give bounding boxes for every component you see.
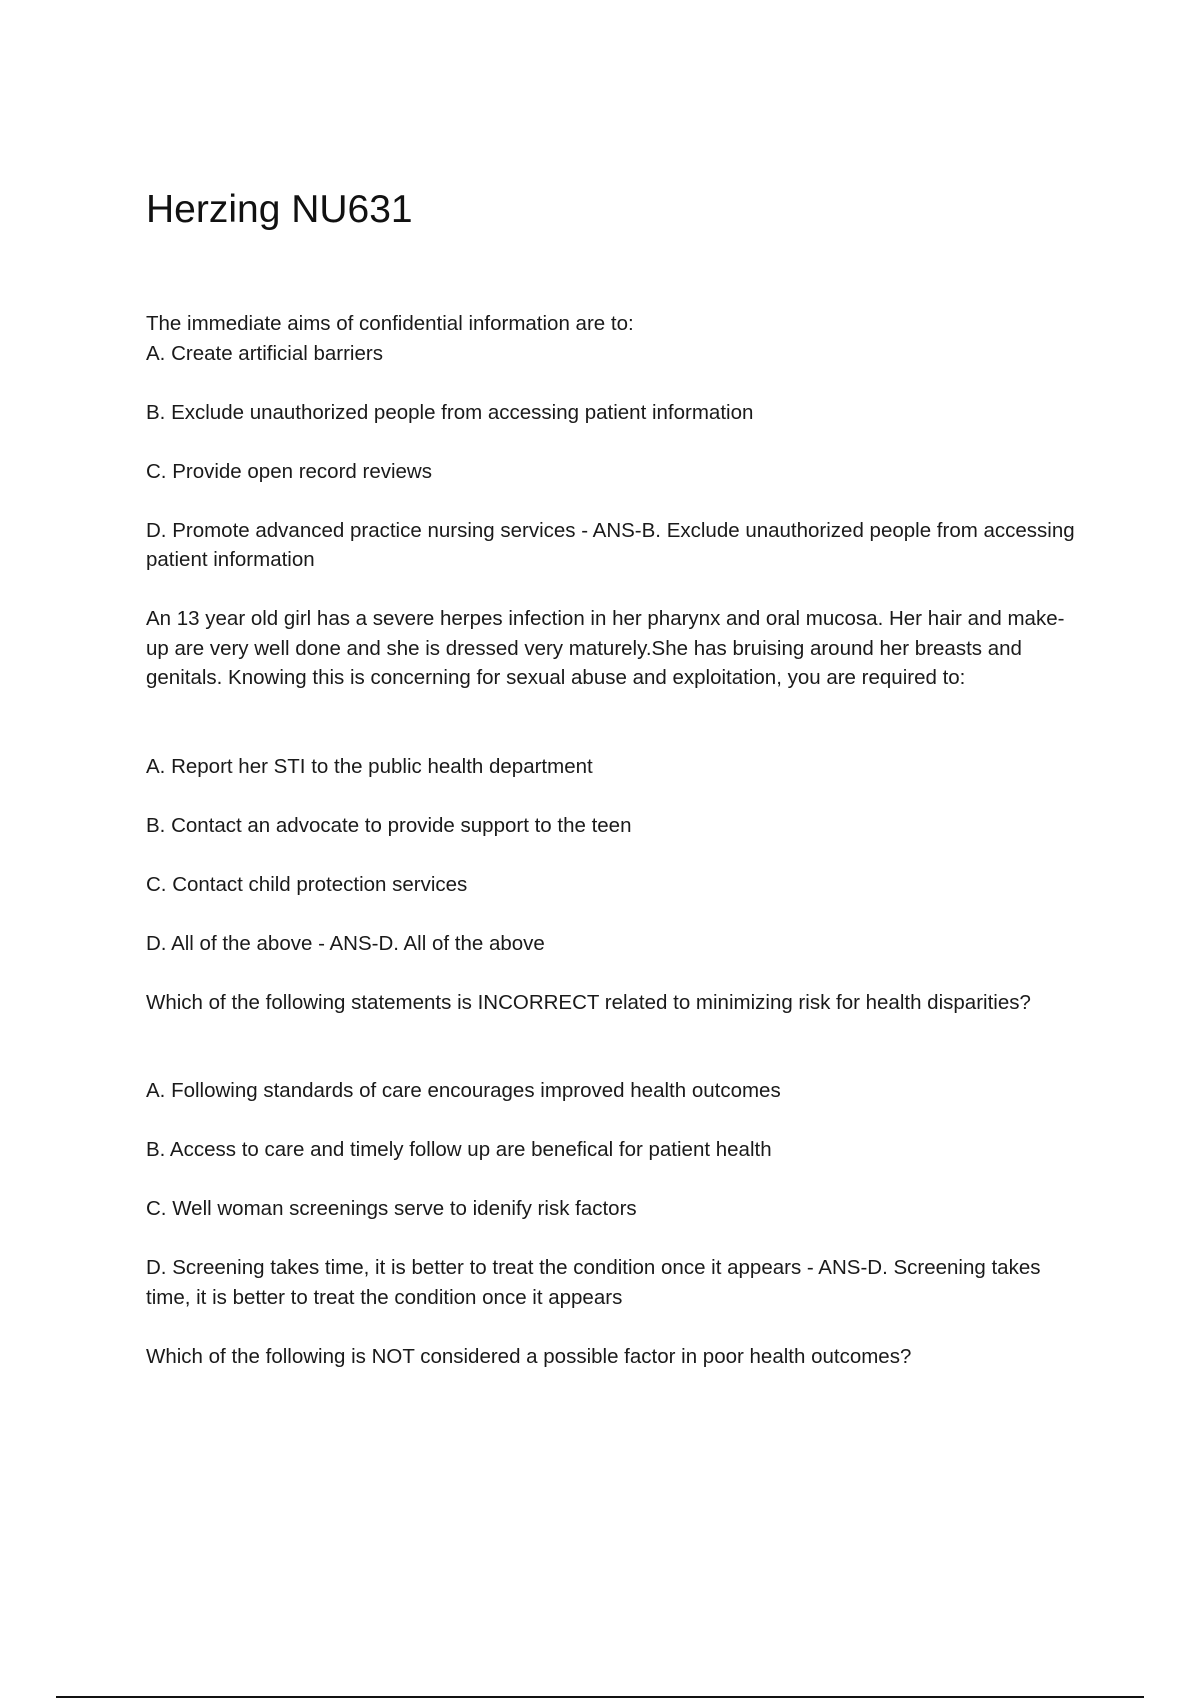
question-3-stem: Which of the following statements is INCORRECT related to minimizing risk for health disparities? [146,990,1031,1014]
question-3-option-b: B. Access to care and timely follow up are benefical for patient health [146,1138,772,1161]
question-3-option-d-answer: D. Screening takes time, it is better to treat the condition once it appears - ANS-D. Screening takes time, it is better to treat the condition once it appears [146,1256,1041,1309]
page-title: Herzing NU631 [146,188,413,231]
question-2-option-d-answer: D. All of the above - ANS-D. All of the above [146,931,545,955]
question-2-option-a: A. Report her STI to the public health department [146,754,593,778]
question-1-option-a: A. Create artificial barriers [146,341,383,365]
question-1-option-d-answer: D. Promote advanced practice nursing services - ANS-B. Exclude unauthorized people from accessing patient information [146,518,1075,571]
question-1-option-c: C. Provide open record reviews [146,459,432,483]
question-3-option-c: C. Well woman screenings serve to idenify risk factors [146,1197,637,1220]
question-2-stem: An 13 year old girl has a severe herpes infection in her pharynx and oral mucosa. Her hair and make-up are very well done and she is dressed very maturely.She has bruising around her breasts and genitals. Knowing this is concerning for sexual abuse and exploitation, you are required to: [146,607,1065,689]
question-1-option-b: B. Exclude unauthorized people from accessing patient information [146,400,754,424]
footer-divider [56,1696,1144,1698]
document-body [146,309,1086,1371]
question-1-stem: The immediate aims of confidential information are to: [146,312,634,335]
question-4-stem: Which of the following is NOT considered a possible factor in poor health outcomes? [146,1344,912,1368]
question-2-option-c: C. Contact child protection services [146,872,468,896]
question-2-option-b: B. Contact an advocate to provide support to the teen [146,813,632,837]
question-3-option-a: A. Following standards of care encourages improved health outcomes [146,1079,781,1102]
